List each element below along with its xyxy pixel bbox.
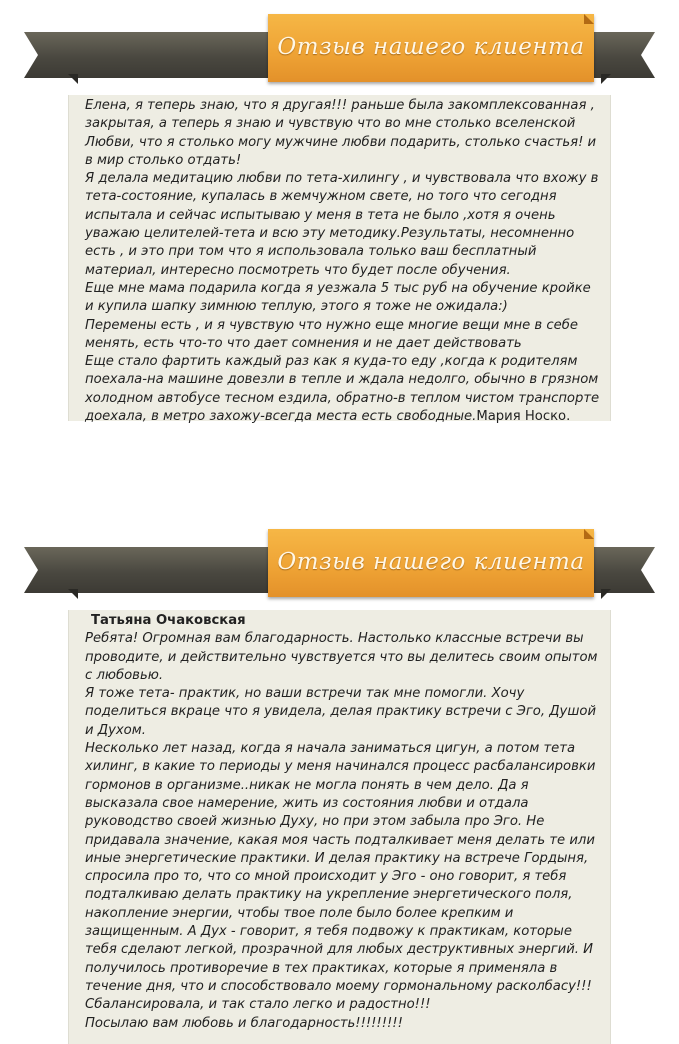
review-header-ribbon [0, 0, 679, 80]
review-paragraph: Еще мне мама подарила когда я уезжала 5 тыс руб на обучение кройке и купила шапку зимнюю теплую, этого я тоже не ожидала:) [85, 280, 591, 315]
review-card-1 [0, 0, 679, 425]
review-body-panel [68, 95, 611, 425]
review-paragraph: Несколько лет назад, когда я начала заниматься цигун, а потом тета хилинг, в какие то периоды у меня начинался процесс расбалансировки гормонов в организме..никак не могла понять в чем дело. Да я высказала свое намерение, жить из состояния любви и отдала руководство своей жизнью Духу, но при этом забыла про Эго. Не придавала значение, какая моя часть подталкивает меня делать те или иные энергетические практики. И делая практику на встрече Гордыня, спросила про то, что со мной происходит у Эго - оно говорит, я тебя подталкиваю делать практику на укрепление энергетического поля, накопление энергии, чтобы твое поле было более крепким и защищенным. А Дух - говорит, я тебя подвожу к практикам, которые тебя сделают легкой, прозрачной для любых деструктивных энергий. И получилось противоречие в тех практиках, которые я применяла в течение дня, что и способствовало моему гормональному расколбасу!!! [85, 741, 596, 994]
review-header-ribbon [0, 515, 679, 595]
review-paragraph: Елена, я теперь знаю, что я другая!!! раньше была закомплексованная , закрытая, а теперь я знаю и чувствую что во мне столько вселенской Любви, что я столько могу мужчине любви подарить, столько счастья! и в мир столько отдать! [85, 98, 597, 168]
review-card-2 [0, 515, 679, 1031]
review-paragraph: Ребята! Огромная вам благодарность. Настолько классные встречи вы проводите, и действительно чувствуется что вы делитесь своим опытом с любовью. [85, 631, 598, 683]
ribbon-end-right [641, 547, 655, 593]
ribbon-end-left [24, 32, 38, 78]
ribbon-fold-right [601, 589, 611, 599]
review-text [69, 610, 610, 1037]
review-body-panel [68, 610, 611, 1044]
review-header-title: Отзыв нашего клиента [277, 549, 585, 575]
ribbon-end-right [641, 32, 655, 78]
ribbon-fold-right [601, 74, 611, 84]
ribbon-fold-left [68, 74, 78, 84]
review-text [69, 95, 610, 430]
review-paragraph: Сбалансировала, и так стало легко и радостно!!! [85, 997, 431, 1013]
review-header-title: Отзыв нашего клиента [277, 34, 585, 60]
ribbon-title-tag [268, 14, 594, 82]
review-signature: Мария Носко. [476, 409, 571, 425]
review-paragraph: Посылаю вам любовь и благодарность!!!!!!!!! [85, 1015, 403, 1031]
ribbon-title-tag [268, 529, 594, 597]
ribbon-fold-left [68, 589, 78, 599]
review-paragraph-last [85, 353, 600, 426]
ribbon-end-left [24, 547, 38, 593]
review-paragraph: Перемены есть , и я чувствую что нужно еще многие вещи мне в себе менять, есть что-то что дает сомнения и не дает действовать [85, 317, 578, 351]
ribbon-tag-fold [584, 14, 594, 24]
ribbon-tag-fold [584, 529, 594, 539]
review-paragraph: Еще стало фартить каждый раз как я куда-то еду ,когда к родителям поехала-на машине довезли в тепле и ждала недолго, обычно в грязном холодном автобусе тесном ездила, обратно-в теплом чистом транспорте доехала, в метро захожу-всегда места есть свободные. [85, 354, 600, 425]
review-paragraph: Я тоже тета- практик, но ваши встречи так мне помогли. Хочу поделиться вкраце что я увидела, делая практику встречи с Эго, Душой и Духом. [85, 686, 597, 738]
review-paragraph: Я делала медитацию любви по тета-хилингу , и чувствовала что вхожу в тета-состояние, купалась в жемчужном свете, но того что сегодня испытала и сейчас испытываю у меня в тета не было ,хотя я очень уважаю целителей-тета и всю эту методику.Результаты, несомненно есть , и это при том что я использовала только ваш бесплатный материал, интересно посмотреть что будет после обучения. [85, 171, 599, 278]
review-author: Татьяна Очаковская [91, 613, 246, 628]
